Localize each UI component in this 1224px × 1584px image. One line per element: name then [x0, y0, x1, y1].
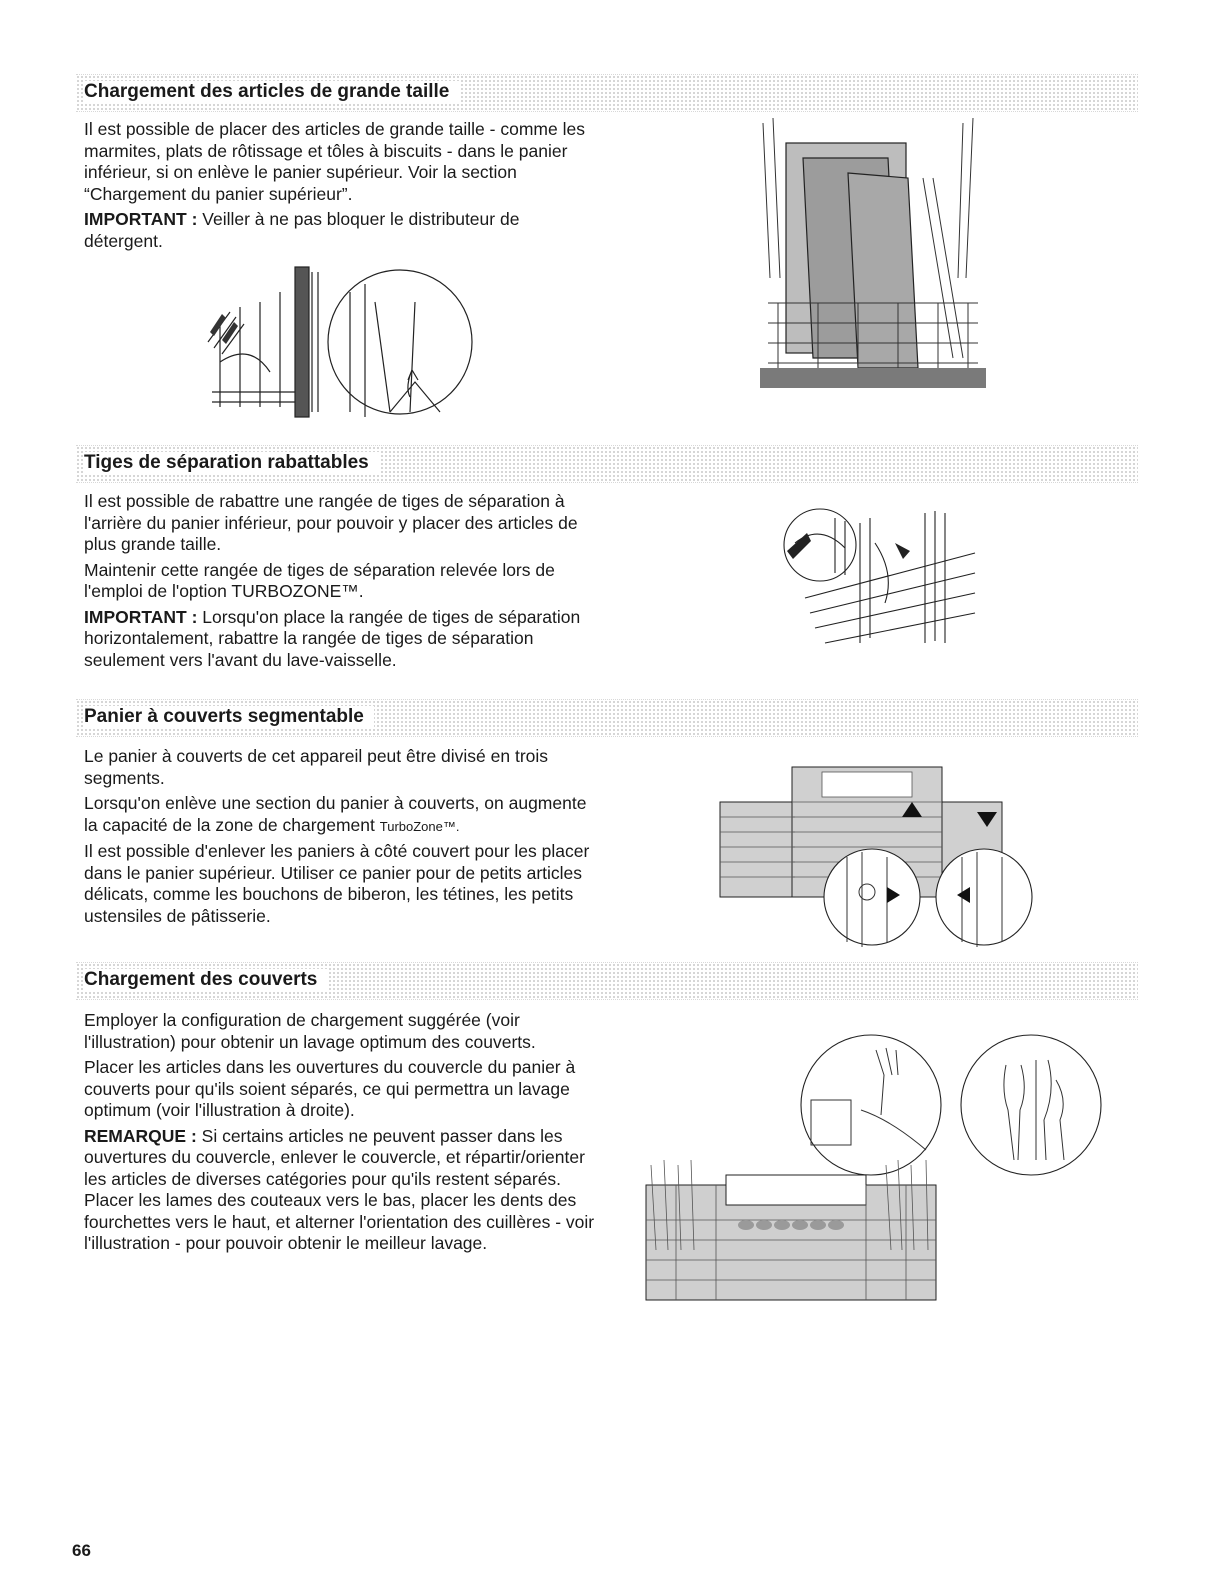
large-pan-illustration: [758, 118, 988, 390]
paragraph: Employer la configuration de chargement suggérée (voir l'illustration) pour obtenir un lavage optimum des couverts.: [84, 1010, 536, 1052]
segmented-basket-illustration: [712, 757, 1037, 957]
section-title: Tiges de séparation rabattables: [84, 452, 379, 474]
section-body-silverware-loading: [84, 1010, 596, 1259]
page-number: 66: [72, 1541, 91, 1560]
section-header-silverware-loading: [76, 962, 1138, 1000]
paragraph: Il est possible de rabattre une rangée de tiges de séparation à l'arrière du panier inférieur, pour pouvoir y placer des articles de plus grande taille.: [84, 491, 578, 554]
section-header-fold-down-tines: [76, 445, 1138, 483]
fold-down-tines-illustration: [775, 503, 980, 653]
section-body-large-items: [84, 119, 596, 256]
rack-detail-illustration: [200, 262, 475, 428]
section-body-silverware-basket: [84, 746, 596, 931]
paragraph: Maintenir cette rangée de tiges de séparation relevée lors de l'emploi de l'option TURBOZONE™.: [84, 559, 555, 601]
important-note: [84, 607, 596, 672]
note: [84, 1126, 596, 1255]
important-text: Lorsqu'on place la rangée de tiges de séparation horizontalement, rabattre la rangée de tiges de séparation seulement vers l'avant du lave-vaisselle.: [84, 606, 581, 670]
important-text: Veiller à ne pas bloquer le distributeur de détergent.: [84, 209, 520, 251]
turbozone-paragraph: [84, 793, 596, 837]
note-label: REMARQUE :: [84, 1125, 197, 1146]
section-title: Chargement des couverts: [84, 969, 327, 991]
silverware-loading-illustration: [636, 1020, 1106, 1310]
paragraph: Placer les articles dans les ouvertures du couvercle du panier à couverts pour qu'ils soient séparés, ce qui permettra un lavage optimum (voir l'illustration à droite).: [84, 1057, 576, 1120]
note-text: Si certains articles ne peuvent passer dans les ouvertures du couvercle, enlever le couvercle, et répartir/orienter les articles de diverses catégories pour qu'ils restent séparés. Placer les lames des couteaux vers le bas, placer les dents des fourchettes vers le haut, et alterner l'orientation des cuillères - voir l'illustration - pour pouvoir obtenir le meilleur lavage.: [84, 1125, 595, 1253]
paragraph-text: Lorsqu'on enlève une section du panier à couverts, on augmente la capacité de la zone de chargement: [84, 793, 587, 835]
turbozone-name: TurboZone™.: [379, 818, 460, 834]
paragraph: Il est possible d'enlever les paniers à côté couvert pour les placer dans le panier supérieur. Utiliser ce panier pour de petits articles délicats, comme les bouchons de biberon, les tétines, les petits ustensiles de pâtisserie.: [84, 841, 590, 926]
paragraph: Il est possible de placer des articles de grande taille - comme les marmites, plats de rôtissage et tôles à biscuits - dans le panier inférieur, si on enlève le panier supérieur. Voir la section “Chargement du panier supérieur”.: [84, 119, 585, 204]
important-label: IMPORTANT :: [84, 209, 198, 229]
section-header-large-items: [76, 74, 1138, 112]
section-title: Panier à couverts segmentable: [84, 706, 374, 728]
important-label: IMPORTANT :: [84, 606, 198, 627]
section-body-fold-down-tines: [84, 491, 596, 675]
section-header-silverware-basket: [76, 699, 1138, 737]
important-note: [84, 209, 596, 252]
section-title: Chargement des articles de grande taille: [84, 81, 459, 103]
paragraph: Le panier à couverts de cet appareil peut être divisé en trois segments.: [84, 746, 549, 788]
